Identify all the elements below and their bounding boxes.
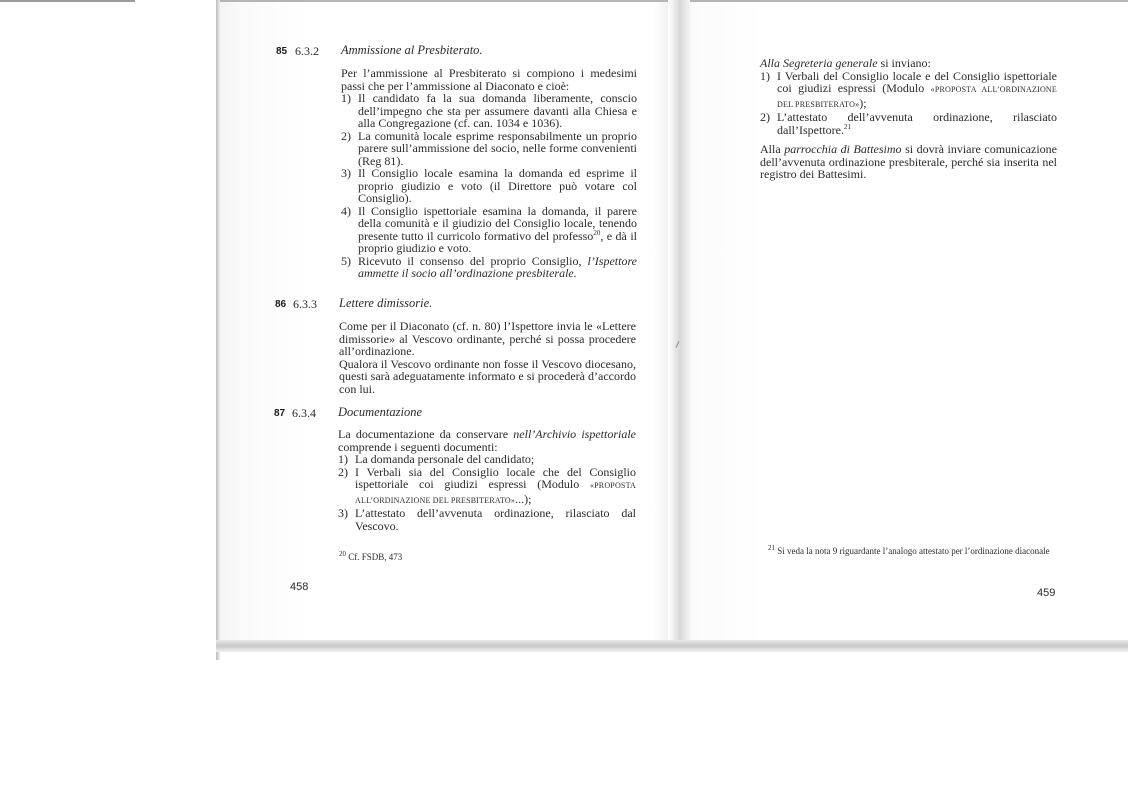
procedure-list: [341, 92, 637, 280]
list-item: 4) Il Consiglio ispettoriale esamina la domanda, il parere della comunità e il giudizio del Consiglio locale, tenendo presente tutto il curricolo formativo del professo$^{20}$, e dà il proprio giudizio e voto.: [341, 203, 637, 255]
list-item: 5) Ricevuto il consenso del proprio Consiglio, l’Ispettore ammette il socio all’ordinazione presbiterale.: [341, 253, 637, 280]
section-body: [339, 320, 636, 395]
footnote-ref: 20: [593, 228, 601, 237]
paragraph: Come per il Diaconato (cf. n. 80) l’Ispettore invia le «Lettere dimissorie» al Vescovo ordinante, perché si possa procedere all’ordinazione.: [339, 319, 636, 358]
section-number: 87: [274, 408, 286, 419]
section-body: [338, 428, 636, 532]
list-item: 1) I Verbali del Consiglio locale e del Consiglio ispettoriale coi giudizi espressi (Modulo «PROPOSTA ALL’ORDINAZIONE DEL PRESBITERATO»);: [760, 68, 1057, 110]
footnote: $^{20}$ Cf. FSDB, 473: [339, 550, 403, 562]
section-title: Documentazione: [338, 405, 423, 419]
send-list: [760, 70, 1057, 137]
section-number: 85: [276, 46, 288, 57]
section-code: 6.3.2: [295, 44, 319, 58]
intro-line: Alla Segreteria generale si inviano:: [760, 56, 931, 70]
section-title: Ammissione al Presbiterato.: [341, 43, 483, 57]
section-intro: La documentazione da conservare nell’Archivio ispettoriale comprende i seguenti documenti:: [338, 427, 636, 454]
list-item: 2) La comunità locale esprime responsabilmente un proprio parere sull’ammissione del socio, nelle forme convenienti (Reg 81).: [341, 128, 637, 168]
paragraph: Alla parrocchia di Battesimo si dovrà inviare comunicazione dell’avvenuta ordinazione presbiterale, perché sia inserita nel registro dei Battesimi.: [760, 142, 1057, 181]
page-number: 459: [1037, 587, 1056, 599]
footnote-mark: 21: [768, 544, 775, 552]
section-number: 86: [275, 299, 287, 310]
book-bottom-edge: [216, 640, 1128, 652]
list-item: 1) La domanda personale del candidato;: [338, 452, 535, 466]
paragraph: Qualora il Vescovo ordinante non fosse il Vescovo diocesano, questi sarà adeguatamente informato e si procederà d’accordo con lui.: [339, 356, 636, 396]
scan-edge: [0, 0, 135, 2]
footnote: $^{21}$ Si veda la nota 9 riguardante l’analogo attestato per l’ordinazione diaconale: [768, 544, 1050, 556]
section-code: 6.3.4: [292, 406, 316, 420]
footnote-mark: 20: [339, 550, 346, 558]
list-item: 3) L’attestato dell’avvenuta ordinazione, rilasciato dal Vescovo.: [338, 506, 636, 533]
list-item: 3) Il Consiglio locale esamina la domanda ed esprime il proprio giudizio e voto (il Direttore può votare col Consiglio).: [341, 166, 637, 205]
page-number: 458: [290, 581, 309, 593]
list-item: 1) Il candidato fa la sua domanda liberamente, conscio dell’impegno che sta per assumere davanti alla Chiesa e alla Congregazione (cf. can. 1034 e 1036).: [341, 91, 637, 130]
section-code: 6.3.3: [293, 297, 317, 311]
footnote-ref: 21: [843, 122, 851, 131]
book-gutter: [668, 0, 690, 650]
section-body: [341, 67, 637, 280]
list-item: 2) L’attestato dell’avvenuta ordinazione, rilasciato dall’Ispettore.$^{21}$: [760, 110, 1057, 137]
documents-list: [338, 453, 636, 532]
section-intro: Per l’ammissione al Presbiterato si compiono i medesimi passi che per l’ammissione al Diaconato e cioè:: [341, 66, 637, 93]
list-item: 2) I Verbali sia del Consiglio locale che del Consiglio ispettoriale coi giudizi espressi (Modulo «PROPOSTA ALL’ORDINAZIONE DEL PRESBITERATO»...);: [338, 464, 636, 506]
right-body: [760, 57, 1057, 181]
section-title: Lettere dimissorie.: [339, 296, 433, 310]
page-outer-edge: [216, 0, 220, 660]
